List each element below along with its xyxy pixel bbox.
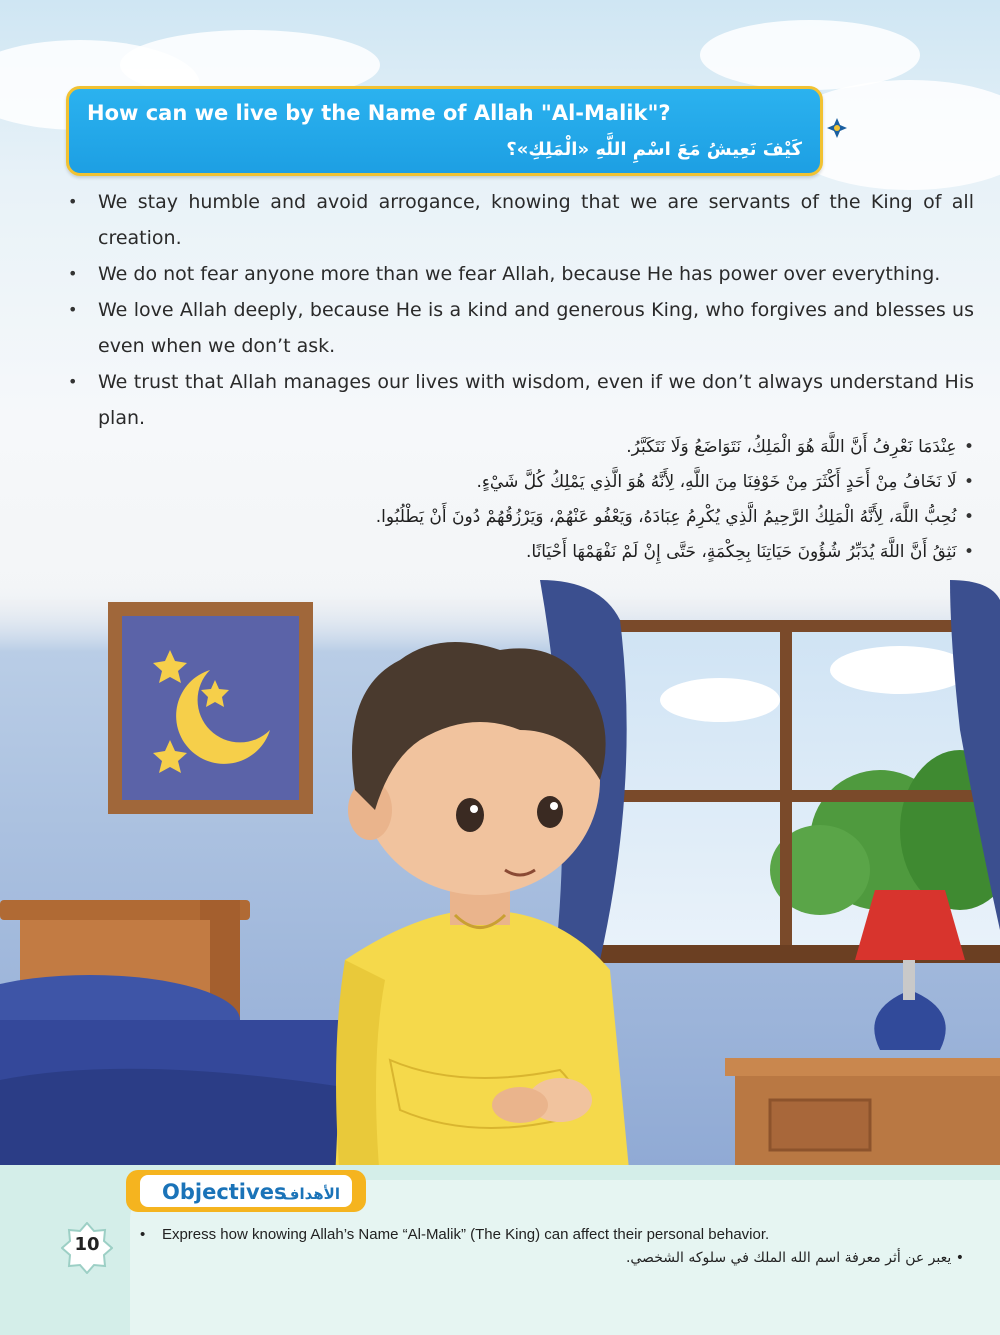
objectives-label-arabic: الأهداف [282,1185,340,1203]
objective-text: Express how knowing Allah’s Name “Al-Malik” (The King) can affect their personal behavior. [161,1226,770,1243]
page-number: 10 [74,1234,100,1255]
bullet-text: نَثِقُ أَنَّ اللَّهَ يُدَبِّرُ شُؤُونَ حَيَاتِنَا بِحِكْمَةٍ، حَتَّى إِنْ لَمْ نَفْهَمْهَا أَحْيَانًا. [525,542,957,562]
bedroom-illustration [0,580,1000,1180]
arabic-bullet-list [214,430,974,570]
bullet-text: We love Allah deeply, because He is a kind and generous King, who forgives and blesses us even when we don’t ask. [98,299,974,357]
title-banner [66,86,823,176]
objective-english [140,1226,960,1243]
list-item [214,535,974,570]
list-item [64,256,974,292]
bullet-text: We stay humble and avoid arrogance, knowing that we are servants of the King of all creation. [98,191,974,249]
list-item [64,184,974,256]
list-item [214,430,974,465]
bullet-dot: • [963,542,974,562]
list-item [214,500,974,535]
bullet-dot: • [68,300,78,319]
cloud [700,20,920,90]
objectives-badge-inner [140,1175,352,1207]
objectives-label: Objectives [162,1180,287,1204]
page-title: How can we live by the Name of Allah "Al-Malik"? [87,101,671,125]
framed-night-picture [108,602,313,814]
bullet-dot: • [68,372,78,391]
bullet-text: نُحِبُّ اللَّهَ، لِأَنَّهُ الْمَلِكُ الرَّحِيمُ الَّذِي يُكْرِمُ عِبَادَهُ، وَيَعْفُو عَنْهُمْ، وَيَرْزُقُهُمْ دُونَ أَنْ يَطْلُبُوا. [375,507,957,527]
bullet-text: عِنْدَمَا نَعْرِفُ أَنَّ اللَّهَ هُوَ الْمَلِكُ، نَتَوَاضَعُ وَلَا نَتَكَبَّرُ. [626,437,957,457]
page-title-arabic: كَيْفَ نَعِيشُ مَعَ اسْمِ اللَّهِ «الْمَلِكِ»؟ [506,139,802,160]
star-ornament-icon [826,117,848,139]
nightstand [725,1058,1000,1180]
list-item [214,465,974,500]
objectives-badge [126,1170,366,1212]
bullet-dot: • [963,472,974,492]
bullet-text: We do not fear anyone more than we fear Allah, because He has power over everything. [98,263,941,285]
list-item [64,292,974,364]
bullet-dot: • [68,264,78,283]
bullet-dot: • [140,1226,146,1243]
bullet-dot: • [68,192,78,211]
english-bullet-list [64,184,974,436]
bullet-dot: • [963,507,974,527]
bullet-dot: • [955,1250,964,1266]
objective-text: يعبر عن أثر معرفة اسم الله الملك في سلوكه الشخصي. [625,1250,952,1266]
list-item [64,364,974,436]
bullet-dot: • [963,437,974,457]
bullet-text: لَا نَخَافُ مِنْ أَحَدٍ أَكْثَرَ مِنْ خَوْفِنَا مِنَ اللَّهِ، لِأَنَّهُ هُوَ الَّذِي يَمْلِكُ كُلَّ شَيْءٍ. [476,472,957,492]
bullet-text: We trust that Allah manages our lives with wisdom, even if we don’t always understand His plan. [98,371,974,429]
objective-arabic [264,1250,964,1266]
